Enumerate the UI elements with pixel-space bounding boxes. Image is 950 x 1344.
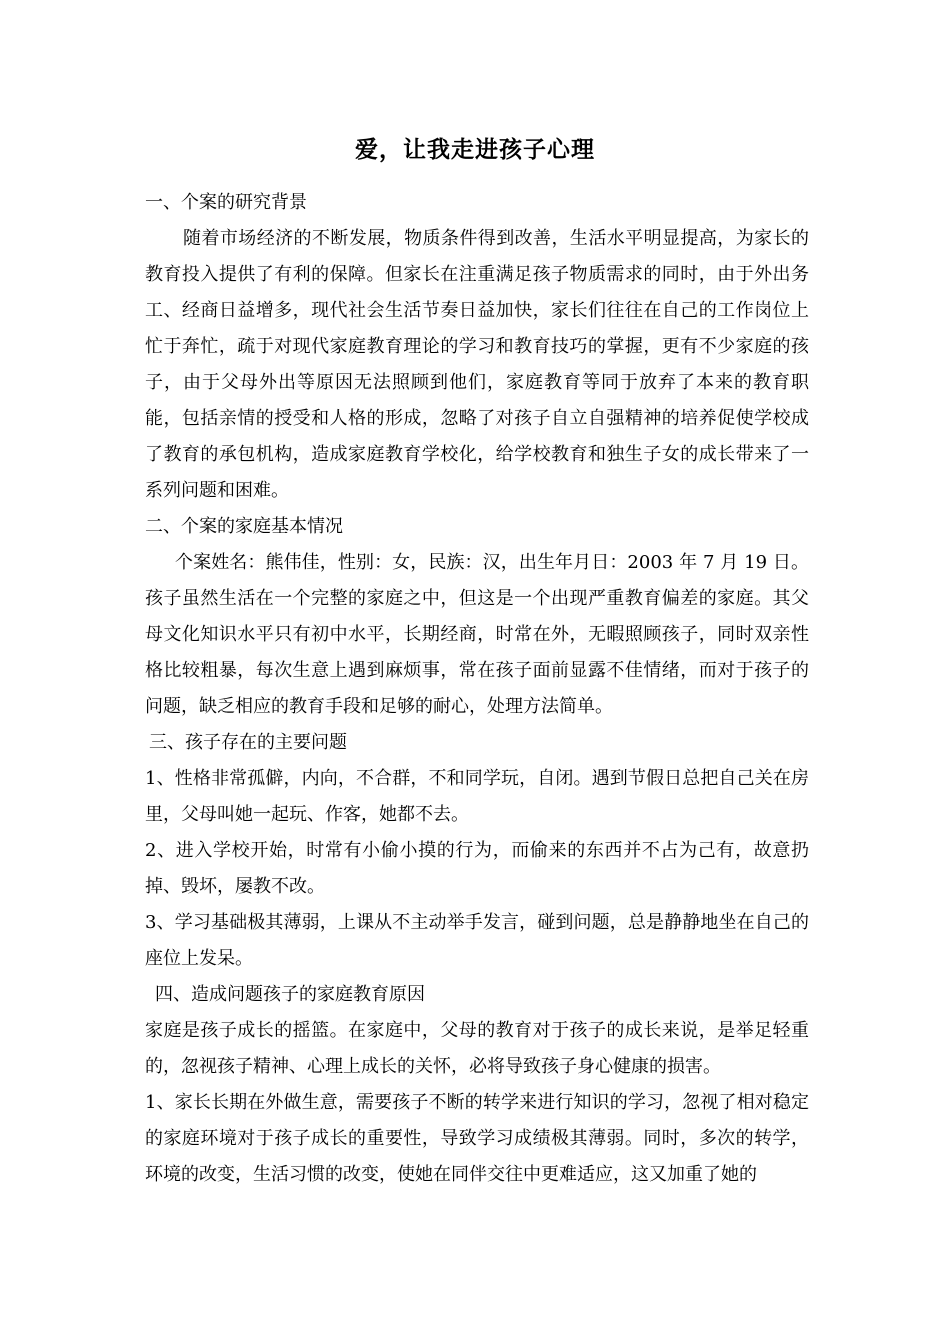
document-title: 爱，让我走进孩子心理 [355,136,595,163]
list-item-problem-3: 3、学习基础极其薄弱，上课从不主动举手发言，碰到问题，总是静静地坐在自己的座位上发呆。 [145,912,809,969]
section-heading-main-problems: 三、孩子存在的主要问题 [149,732,347,753]
paragraph-family-situation: 个案姓名：熊伟佳，性别：女，民族：汉，出生年月日：2003 年 7 月 19 日。孩子虽然生活在一个完整的家庭之中，但这是一个出现严重教育偏差的家庭。其父母文化知识水平只有初中水平，长期经商，时常在外，无暇照顾孩子，同时双亲性格比较粗暴，每次生意上遇到麻烦事，常在孩子面前显露不佳情绪，而对于孩子的问题，缺乏相应的教育手段和足够的耐心，处理方法简单。 [145,552,809,717]
list-item-cause-1: 1、家长长期在外做生意，需要孩子不断的转学来进行知识的学习，忽视了相对稳定的家庭环境对于孩子成长的重要性，导致学习成绩极其薄弱。同时，多次的转学，环境的改变，生活习惯的改变，使她在同伴交往中更难适应，这又加重了她的 [145,1092,809,1185]
section-heading-background: 一、个案的研究背景 [145,192,307,213]
list-item-problem-2: 2、进入学校开始，时常有小偷小摸的行为，而偷来的东西并不占为己有，故意扔掉、毁坏，屡教不改。 [145,840,809,897]
paragraph-background: 随着市场经济的不断发展，物质条件得到改善，生活水平明显提高，为家长的教育投入提供了有利的保障。但家长在注重满足孩子物质需求的同时，由于外出务工、经商日益增多，现代社会生活节奏日益加快，家长们往往在自己的工作岗位上忙于奔忙，疏于对现代家庭教育理论的学习和教育技巧的掌握，更有不少家庭的孩子，由于父母外出等原因无法照顾到他们，家庭教育等同于放弃了本来的教育职能，包括亲情的授受和人格的形成，忽略了对孩子自立自强精神的培养促使学校成了教育的承包机构，造成家庭教育学校化，给学校教育和独生子女的成长带来了一系列问题和困难。 [145,228,809,501]
paragraph-family-cradle: 家庭是孩子成长的摇篮。在家庭中，父母的教育对于孩子的成长来说，是举足轻重的，忽视孩子精神、心理上成长的关怀，必将导致孩子身心健康的损害。 [145,1020,809,1077]
list-item-problem-1: 1、性格非常孤僻，内向，不合群，不和同学玩，自闭。遇到节假日总把自己关在房里，父母叫她一起玩、作客，她都不去。 [145,768,809,825]
section-heading-family-causes: 四、造成问题孩子的家庭教育原因 [155,984,425,1005]
section-heading-family-situation: 二、个案的家庭基本情况 [145,516,343,537]
document-body [145,185,809,1193]
